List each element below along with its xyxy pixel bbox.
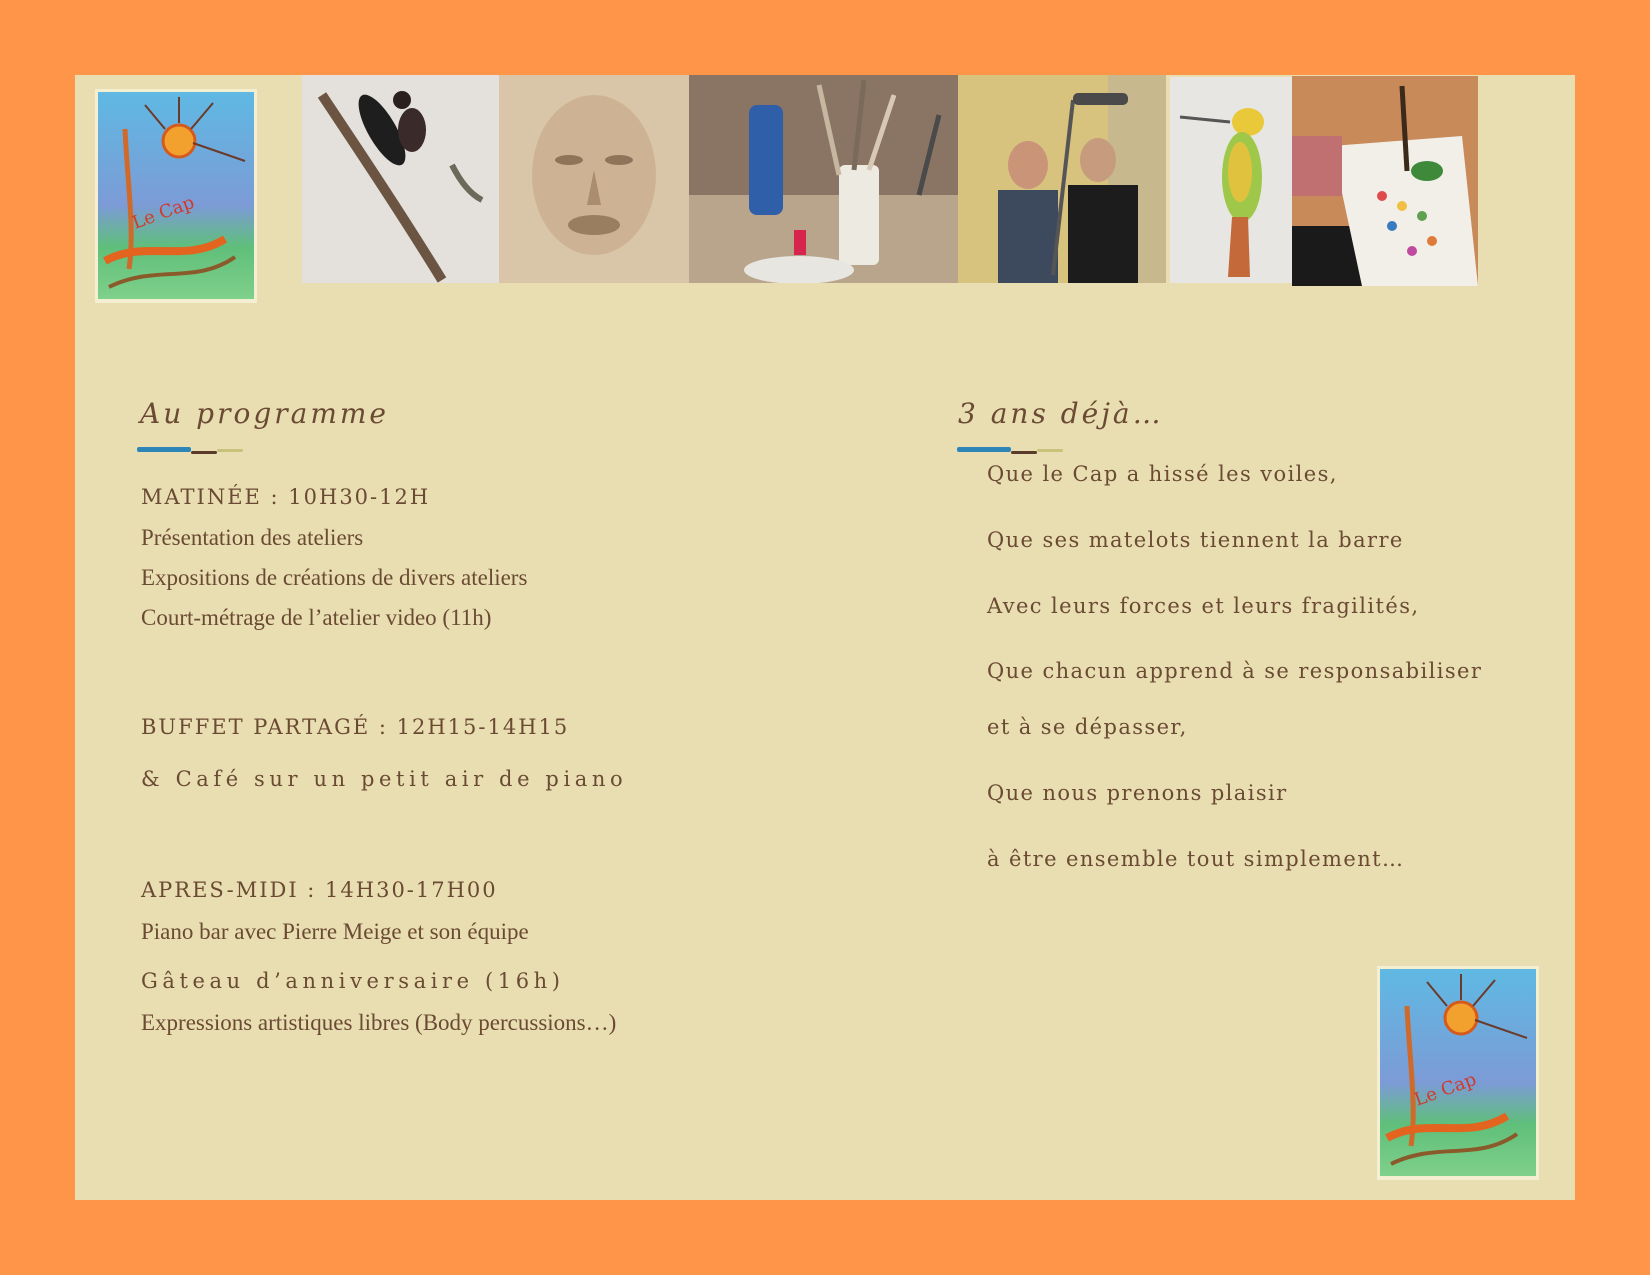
bird-painting-icon xyxy=(302,75,499,283)
buffet-title: BUFFET PARTAGÉ : 12H15-14H15 xyxy=(141,715,570,739)
video-workshop-photo xyxy=(958,75,1166,283)
le-cap-logo-bottom xyxy=(1377,966,1539,1180)
apresmidi-item: Expressions artistiques libres (Body percussions…) xyxy=(141,1010,617,1035)
poem-line: Avec leurs forces et leurs fragilités, xyxy=(987,594,1420,618)
matinee-item: Présentation des ateliers xyxy=(141,525,364,550)
svg-text:Le Cap: Le Cap xyxy=(129,191,198,234)
bee-eater-drawing-photo xyxy=(1170,77,1292,283)
poem-line: Que ses matelots tiennent la barre xyxy=(987,528,1404,552)
clay-face-photo xyxy=(499,75,689,283)
matinee-item: Court-métrage de l’atelier video (11h) xyxy=(141,605,492,630)
poem-line: Que le Cap a hissé les voiles, xyxy=(987,462,1338,486)
anniversary-heading-underline xyxy=(957,445,1067,457)
matinee-item: Expositions de créations de divers ateliers xyxy=(141,565,528,590)
anniversary-heading: 3 ans déjà… xyxy=(958,397,1164,430)
le-cap-logo xyxy=(95,89,257,303)
buffet-subtitle: & Café sur un petit air de piano xyxy=(141,767,628,791)
flyer-card xyxy=(75,75,1575,1200)
paint-brushes-photo xyxy=(689,75,958,283)
sun-and-wave-logo-icon xyxy=(1377,966,1539,1180)
program-heading: Au programme xyxy=(140,397,389,430)
apresmidi-item: Piano bar avec Pierre Meige et son équipe xyxy=(141,919,529,944)
sculpture-face-icon xyxy=(499,75,689,283)
brushes-jar-icon xyxy=(689,75,958,283)
bird-drawing-icon xyxy=(1170,77,1292,283)
svg-text:Le Cap: Le Cap xyxy=(1411,1068,1480,1111)
poem-line: Que nous prenons plaisir xyxy=(987,781,1288,805)
poem-line: Que chacun apprend à se responsabiliser xyxy=(987,659,1483,683)
child-painting-photo xyxy=(1292,76,1478,286)
apresmidi-item: Gâteau d’anniversaire (16h) xyxy=(141,969,565,993)
poem-line: et à se dépasser, xyxy=(987,715,1188,739)
apresmidi-title: APRES-MIDI : 14H30-17H00 xyxy=(141,878,498,902)
poem-line: à être ensemble tout simplement… xyxy=(987,847,1405,871)
sun-and-wave-logo-icon xyxy=(95,89,257,303)
program-heading-underline xyxy=(137,445,247,457)
matinee-title: MATINÉE : 10H30-12H xyxy=(141,485,431,509)
microphone-recording-icon xyxy=(958,75,1166,283)
bird-on-branch-photo xyxy=(302,75,499,283)
dots-painting-icon xyxy=(1292,76,1478,286)
